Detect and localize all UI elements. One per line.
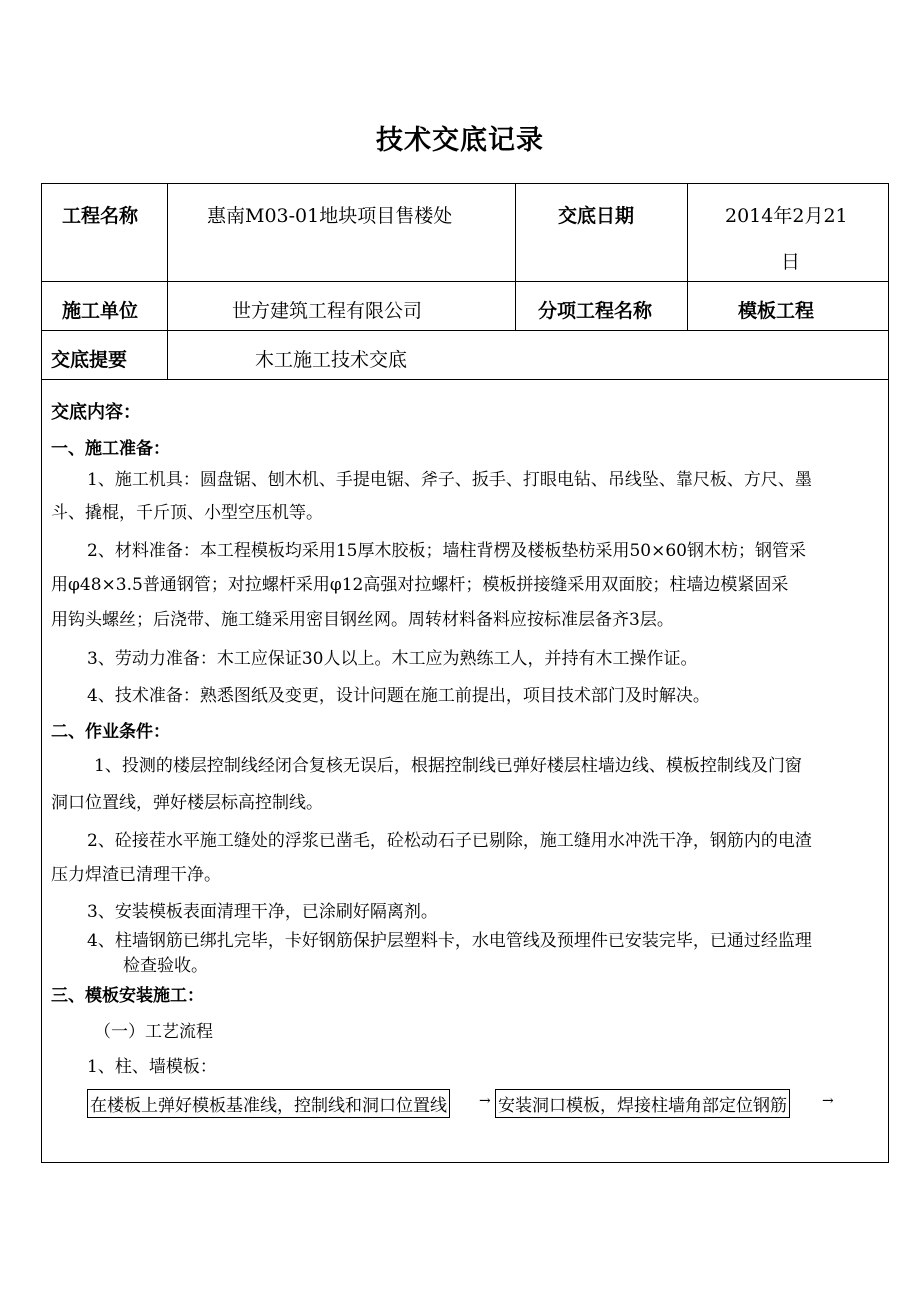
flow-step-box: 在楼板上弹好模板基准线，控制线和洞口位置线 (87, 1089, 450, 1118)
subproject-label: 分项工程名称 (538, 300, 653, 322)
paragraph-line: 压力焊渣已清理干净。 (51, 865, 221, 885)
paragraph-line: 洞口位置线，弹好楼层标高控制线。 (51, 793, 323, 813)
paragraph-line: 2、砼接茬水平施工缝处的浮浆已凿毛，砼松动石子已剔除，施工缝用水冲洗干净，钢筋内的电渣 (87, 831, 812, 851)
paragraph-line: 3、劳动力准备：木工应保证30人以上。木工应为熟练工人，并持有木工操作证。 (87, 649, 698, 669)
flow-step-box: 安装洞口模板，焊接柱墙角部定位钢筋 (495, 1089, 790, 1118)
paragraph-line: 4、技术准备：熟悉图纸及变更，设计问题在施工前提出，项目技术部门及时解决。 (87, 686, 710, 706)
date-value: 2014年2月21 (725, 205, 848, 227)
section-title: 三、模板安装施工： (51, 986, 204, 1006)
summary-label: 交底提要 (51, 349, 128, 371)
paragraph-line: 4、柱墙钢筋已绑扎完毕，卡好钢筋保护层塑料卡，水电管线及预埋件已安装完毕，已通过经监理 (87, 931, 812, 951)
row-divider (42, 379, 888, 380)
construction-unit-value: 世方建筑工程有限公司 (232, 300, 423, 322)
paragraph-line: 用钩头螺丝；后浇带、施工缝采用密目钢丝网。周转材料备料应按标准层备齐3层。 (51, 610, 674, 630)
paragraph-line: 1、投测的楼层控制线经闭合复核无误后，根据控制线已弹好楼层柱墙边线、模板控制线及门窗 (94, 756, 802, 776)
row-divider (42, 330, 888, 331)
construction-unit-label: 施工单位 (62, 300, 139, 322)
summary-value: 木工施工技术交底 (255, 349, 408, 371)
paragraph-line: 2、材料准备：本工程模板均采用15厚木胶板；墙柱背楞及楼板垫枋采用50×60钢木枋；钢管采 (87, 541, 806, 561)
paragraph-line: 3、安装模板表面清理干净，已涂刷好隔离剂。 (87, 902, 438, 922)
project-name-value: 惠南M03-01地块项目售楼处 (207, 205, 453, 227)
paragraph-line: 1、柱、墙模板： (87, 1057, 217, 1077)
content-heading: 交底内容： (51, 402, 141, 423)
section-title: 二、作业条件： (51, 722, 170, 742)
paragraph-line: 1、施工机具：圆盘锯、刨木机、手提电锯、斧子、扳手、打眼电钻、吊线坠、靠尺板、方尺、墨 (87, 470, 812, 490)
date-value-continued: 日 (781, 251, 801, 273)
project-name-label: 工程名称 (62, 205, 139, 227)
document-title: 技术交底记录 (376, 125, 544, 156)
col-divider (167, 184, 168, 379)
paragraph-line: 检查验收。 (123, 956, 208, 976)
subproject-value: 模板工程 (738, 300, 815, 322)
col-divider (515, 184, 516, 330)
paragraph-line: 斗、撬棍，千斤顶、小型空压机等。 (51, 503, 323, 523)
date-label: 交底日期 (558, 205, 635, 227)
disclosure-table (41, 183, 889, 1163)
flow-arrow: → (822, 1093, 834, 1109)
subsection-title: （一）工艺流程 (94, 1022, 213, 1042)
section-title: 一、施工准备： (51, 439, 170, 459)
flow-arrow: → (479, 1093, 491, 1109)
row-divider (42, 281, 888, 282)
paragraph-line: 用φ48×3.5普通钢管；对拉螺杆采用φ12高强对拉螺杆；模板拼接缝采用双面胶；柱墙边模紧固采 (51, 575, 789, 595)
col-divider (687, 184, 688, 330)
